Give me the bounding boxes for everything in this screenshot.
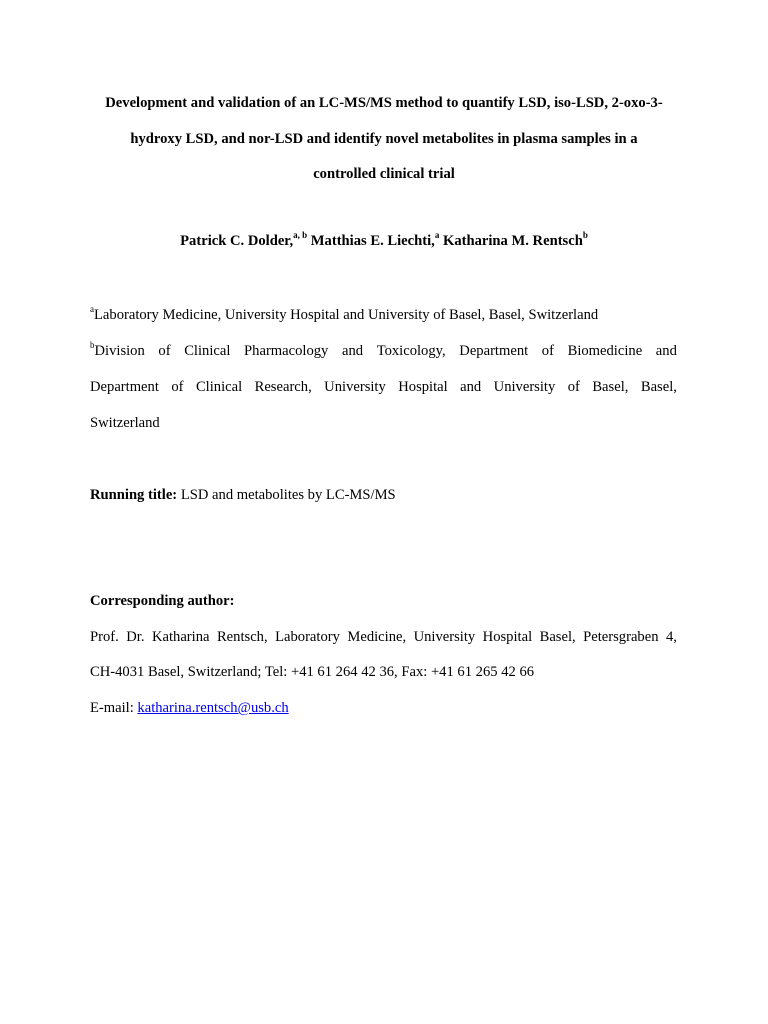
affiliation-word: Clinical: [195, 379, 243, 395]
address-word: Rentsch,: [216, 629, 268, 645]
email-label: E-mail:: [90, 700, 138, 716]
address-word: Medicine,: [347, 629, 407, 645]
paper-title-line-2: hydroxy LSD, and nor-LSD and identify novel metabolites in plasma samples in a: [130, 131, 638, 147]
running-title: [90, 488, 677, 503]
paper-title-line-1: Development and validation of an LC-MS/MS method to quantify LSD, iso-LSD, 2-oxo-3-: [105, 95, 663, 111]
author-name: Patrick C. Dolder,: [180, 233, 294, 249]
affiliation-word: and: [460, 379, 482, 395]
email-line: [90, 701, 677, 716]
affiliation-word: Department: [459, 343, 529, 359]
author-affiliation-mark: a: [434, 230, 440, 241]
address-word: Katharina: [151, 629, 210, 645]
author-list: [80, 230, 688, 250]
corresponding-author-heading: Corresponding author:: [90, 593, 235, 609]
address-word: Petersgraben: [583, 629, 659, 645]
affiliation-word: Basel,: [592, 379, 629, 395]
affiliation-word: Department: [90, 379, 159, 395]
address-word: Dr.: [126, 629, 145, 645]
address-word: Basel,: [539, 629, 576, 645]
affiliation-word: Biomedicine: [567, 343, 643, 359]
affiliation-word: of: [541, 343, 554, 359]
running-title-label: Running title:: [90, 487, 178, 503]
affiliation-word: of: [171, 379, 184, 395]
affiliation-word: and: [655, 343, 677, 359]
affiliation-word: of: [567, 379, 580, 395]
affiliation-word: Basel,: [640, 379, 677, 395]
affiliation-word: Hospital: [398, 379, 448, 395]
affiliation-b-line-3: Switzerland: [90, 415, 160, 431]
affiliation-b-line-1: [90, 340, 677, 359]
address-word: Laboratory: [275, 629, 340, 645]
affiliation-word: Toxicology,: [376, 343, 446, 359]
affiliation-word: University: [324, 379, 386, 395]
address-word: University: [413, 629, 476, 645]
running-title-text: LSD and metabolites by LC-MS/MS: [177, 487, 396, 503]
affiliation-word: Pharmacology: [244, 343, 329, 359]
affiliation-word: $^b$Division: [90, 340, 145, 359]
affiliation-b-line-2: [90, 380, 677, 395]
address-word: Hospital: [482, 629, 533, 645]
affiliation-word: Research,: [254, 379, 312, 395]
paper-title-line-3: controlled clinical trial: [313, 166, 455, 182]
author-affiliation-mark: b: [582, 230, 588, 241]
affiliation-a: [90, 304, 677, 323]
address-word: Prof.: [90, 629, 119, 645]
affiliation-mark: b: [90, 340, 95, 351]
affiliation-mark: a: [90, 304, 94, 315]
author-name: Katharina M. Rentsch: [442, 233, 583, 249]
author-name: Matthias E. Liechti,: [310, 233, 435, 249]
author-affiliation-mark: a, b: [293, 230, 308, 241]
affiliation-word: and: [341, 343, 364, 359]
corresponding-author-line-1: [90, 630, 677, 645]
corresponding-author-line-2: CH-4031 Basel, Switzerland; Tel: +41 61 264 42 36, Fax: +41 61 265 42 66: [90, 664, 535, 680]
affiliation-word: University: [493, 379, 556, 395]
address-word: 4,: [665, 629, 677, 645]
affiliation-word: Clinical: [184, 343, 231, 359]
email-link[interactable]: katharina.rentsch@usb.ch: [137, 700, 289, 716]
affiliation-word: of: [158, 343, 171, 359]
affiliation-text: Laboratory Medicine, University Hospital and University of Basel, Basel, Switzerland: [94, 307, 599, 323]
